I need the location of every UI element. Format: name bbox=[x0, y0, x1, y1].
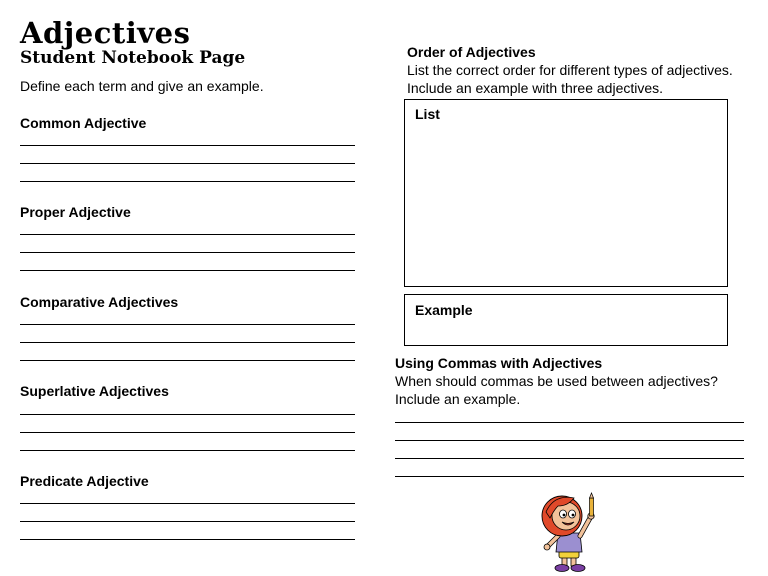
answer-line[interactable] bbox=[20, 163, 355, 164]
instructions: Define each term and give an example. bbox=[20, 78, 264, 94]
cartoon-kid-illustration bbox=[528, 488, 608, 574]
example-box[interactable] bbox=[404, 294, 728, 346]
answer-line[interactable] bbox=[395, 458, 744, 459]
section-label: Common Adjective bbox=[20, 115, 147, 131]
answer-line[interactable] bbox=[395, 422, 744, 423]
page-title: Adjectives bbox=[20, 16, 191, 50]
list-box[interactable] bbox=[404, 99, 728, 287]
answer-line[interactable] bbox=[20, 270, 355, 271]
example-label: Example bbox=[415, 302, 473, 318]
section-label: Predicate Adjective bbox=[20, 473, 149, 489]
answer-line[interactable] bbox=[20, 324, 355, 325]
commas-instruction-1: When should commas be used between adjectives? bbox=[395, 373, 718, 389]
section-label: Superlative Adjectives bbox=[20, 383, 169, 399]
answer-line[interactable] bbox=[20, 539, 355, 540]
section-label: Comparative Adjectives bbox=[20, 294, 179, 310]
answer-line[interactable] bbox=[20, 521, 355, 522]
answer-line[interactable] bbox=[20, 342, 355, 343]
answer-line[interactable] bbox=[20, 503, 355, 504]
answer-line[interactable] bbox=[20, 181, 355, 182]
answer-line[interactable] bbox=[20, 414, 355, 415]
page-subtitle: Student Notebook Page bbox=[20, 48, 246, 68]
answer-line[interactable] bbox=[20, 450, 355, 451]
answer-line[interactable] bbox=[20, 360, 355, 361]
commas-instruction-2: Include an example. bbox=[395, 391, 521, 407]
answer-line[interactable] bbox=[20, 234, 355, 235]
answer-line[interactable] bbox=[20, 145, 355, 146]
order-instruction-1: List the correct order for different types of adjectives. bbox=[407, 62, 733, 78]
commas-heading: Using Commas with Adjectives bbox=[395, 355, 603, 371]
answer-line[interactable] bbox=[20, 252, 355, 253]
answer-line[interactable] bbox=[395, 476, 744, 477]
answer-line[interactable] bbox=[395, 440, 744, 441]
order-heading: Order of Adjectives bbox=[407, 44, 536, 60]
order-instruction-2: Include an example with three adjectives. bbox=[407, 80, 664, 96]
section-label: Proper Adjective bbox=[20, 204, 131, 220]
answer-line[interactable] bbox=[20, 432, 355, 433]
list-label: List bbox=[415, 106, 440, 122]
